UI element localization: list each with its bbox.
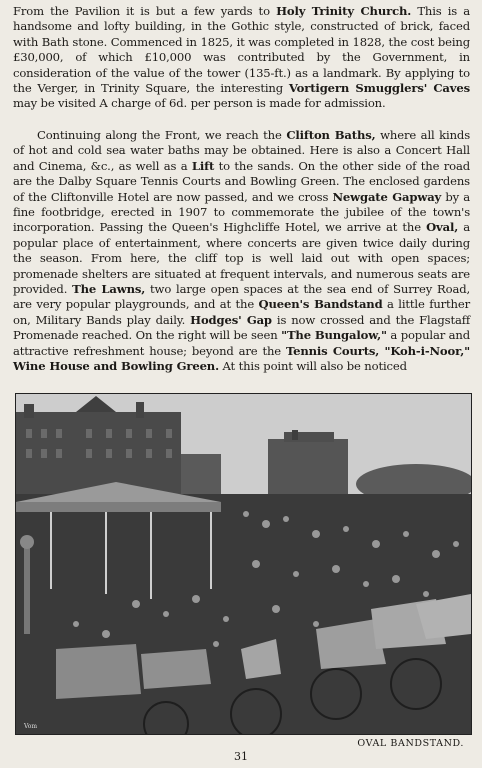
bold-term: "The Bungalow,": [281, 328, 387, 343]
text-run: This is a handsome and lofty building, in the Gothic style, constructed of brick, faced with Bath stone. Commenced in 1825, it was completed in 1828, the cost being £30,000, of which £10,000 was contributed by the Government, in consideration of the value of the tower (135-ft.) as a landmark. By applying to the Verger, in Trinity Square, the interesting: [13, 4, 471, 96]
svg-text:Vom: Vom: [24, 723, 38, 730]
bold-term: Clifton Baths,: [286, 128, 376, 142]
text-run: a little further on, Military Bands play daily.: [13, 297, 470, 327]
bold-term: Queen's Bandstand: [258, 297, 383, 312]
text-run: At this point will also be noticed: [218, 359, 407, 374]
bold-term: Holy Trinity Church.: [276, 4, 412, 18]
text-run: a popular and attractive refreshment house; beyond are the: [13, 328, 470, 358]
paragraph-continuing-front: [13, 128, 470, 375]
text-run: is now crossed and the Flagstaff Promenade reached. On the right will be seen: [13, 312, 470, 343]
page-number: 31: [234, 750, 248, 763]
bold-term: Oval,: [426, 220, 459, 235]
oval-bandstand-photo: [15, 393, 472, 735]
text-run: a popular place of entertainment, where concerts are given twice daily during the season. From here, the cliff top is well laid out with open spaces; promenade shelters are situated at frequent intervals, and numerous seats are provided.: [13, 220, 470, 297]
bold-term: Lift: [191, 158, 215, 173]
text-run: two large open spaces at the sea end of Surrey Road, are very popular playgrounds, and at the: [13, 282, 471, 312]
text-run: may be visited A charge of 6d. per person is made for admission.: [13, 96, 386, 111]
text-run: to the sands. On the other side of the road are the Dalby Square Tennis Courts and Bowling Green. The enclosed gardens of the Cliftonville Hotel are now passed, and we cross: [13, 158, 470, 204]
text-run: by a fine footbridge, erected in 1907 to commemorate the jubilee of the town's incorporation. Passing the Queen's Highcliffe Hotel, we arrive at the: [13, 189, 470, 235]
paragraph-holy-trinity: [13, 4, 470, 112]
text-run: From the Pavilion it is but a few yards to: [13, 4, 277, 18]
text-run: where all kinds of hot and cold sea water baths may be obtained. Here is also a Concert Hall and Cinema, &c., as well as a: [13, 128, 470, 173]
text-run: Continuing along the Front, we reach the: [37, 128, 287, 142]
bold-term: Hodges' Gap: [190, 312, 272, 327]
bold-term: Newgate Gapway: [332, 189, 442, 204]
bold-term: The Lawns,: [72, 282, 146, 297]
bold-term: Vortigern Smugglers' Caves: [288, 81, 470, 96]
bold-term: Tennis Courts, "Koh-i-Noor," Wine House and Bowling Green.: [13, 343, 470, 374]
photo-caption: OVAL BANDSTAND.: [357, 738, 464, 749]
